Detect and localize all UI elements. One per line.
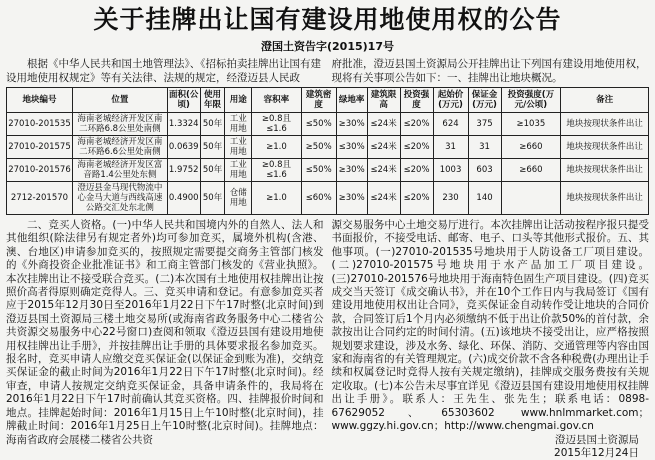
table-cell xyxy=(501,182,561,215)
table-cell: 140 xyxy=(468,182,501,215)
table-header-cell: 容积率 xyxy=(252,88,301,113)
body-left-column xyxy=(6,219,324,460)
table-cell: ≥30% xyxy=(336,113,367,136)
table-header-cell: 保证金(万元) xyxy=(468,88,501,113)
intro-section xyxy=(6,57,649,85)
table-cell: 工业用地 xyxy=(225,113,252,136)
table-cell: 0.0639 xyxy=(167,136,200,159)
table-cell: 31 xyxy=(468,136,501,159)
table-cell: 624 xyxy=(433,113,468,136)
table-cell: 27010-201576 xyxy=(7,159,73,182)
table-cell: 澄迈县金马现代物流中心金马大道与西线高速公路交汇处东北侧 xyxy=(72,182,167,215)
body-right-text: 源交易服务中心土地交易厅进行。本次挂牌出让活动按程序报只提受书面报价，不接受电话、邮寄、电子、口头等其他形式报价。五、其他事项。(一)27010-201535号地块用于人防设备工厂项目建设。(二)27010-201575号地块用于水产品加工厂项目建设。(三)27010-201576号地块用于海南特色固生产项目建设。(四)竞买成交当天签订《成交确认书》，并在10个工作日内与我局签订《国有建设用地使用权出让合同》，竞买保证金自动转作受让地块的合同价款，合同签订后1个月内必须缴纳不低于出让价款50%的首付款，余款按出让合同约定的时间付清。(五)该地块不接受出让，应严格按照规划要求建设，涉及水务、绿化、环保、消防、交通管理等内容由国家和海南省的有关管理规定。(六)成交价款不含各种税费(办理出让手续和权属登记时竞得人按有关规定缴纳)，挂牌成交服务费按有关规定收取。(七)本公告未尽事宜详见《澄迈县国有建设用地使用权挂牌出让手册》。联系人：王先生、张先生；联系电话：0898-67629052、65303602 www.hnlmmarket.com；www.ggzy.hi.gov.cn；http://www.chengmai.gov.cn xyxy=(331,219,649,433)
body-left-text: 二、竞买人资格。(一)中华人民共和国境内外的自然人、法人和其他组织(除法律另有规定者外)均可参加竞买，属境外机构(含港、澳、台地区)申请参加竞买的，按照规定需要提交商务主管部门核发的《外商投资企业批准证书》和工商主管部门核发的《营业执照》。本次挂牌出让不接受联合竞买。(二)本次国有土地使用权挂牌出让按照价高者得原则确定竞得人。三、竞买申请和登记。有意参加竞买者应于2015年12月30日至2016年1月22日下午17时整(北京时间)到澄迈县国土资源局三楼土地交易所(或海南省政务服务中心二楼省公共资源交易服务中心22号窗口)查阅和领取《澄迈县国有建设用地使用权挂牌出让手册》，并按挂牌出让手册的具体要求报名参加竞买。报名时，竞买申请人应缴交竞买保证金(以保证金到账为准)，交纳竞买保证金的截止时间为2016年1月22日下午17时整(北京时间)。经审查，申请人按规定交纳竞买保证金，具备申请条件的，我局将在2016年1月22日下午17时前确认其竞买资格。四、挂牌报价时间和地点。挂牌起始时间：2016年1月15日上午10时整(北京时间)，挂牌截止时间：2016年1月25日上午10时整(北京时间)。挂牌地点：海南省政府会展楼二楼省公共资 xyxy=(6,219,324,446)
table-header-cell: 用途 xyxy=(225,88,252,113)
table-cell: 地块按现状条件出让 xyxy=(561,113,649,136)
table-header-cell: 建筑限高 xyxy=(367,88,400,113)
table-cell: 地块按现状条件出让 xyxy=(561,159,649,182)
table-cell: ≥30% xyxy=(336,182,367,215)
table-cell: 海南老城经济开发区南二环路6.6公里处南侧 xyxy=(72,136,167,159)
table-row xyxy=(7,113,649,136)
table-cell: 27010-201535 xyxy=(7,113,73,136)
table-cell: ≥660 xyxy=(501,136,561,159)
table-header-cell: 投资强度 xyxy=(400,88,433,113)
table-header-cell: 绿地率 xyxy=(336,88,367,113)
table-cell: ≥0.8且≤1.6 xyxy=(252,159,301,182)
table-cell: 工业用地 xyxy=(225,136,252,159)
table-header-cell: 使用年限 xyxy=(200,88,225,113)
table-cell: ≥1.0 xyxy=(252,136,301,159)
table-cell: ≤50% xyxy=(301,113,336,136)
table-cell: ≤20% xyxy=(400,136,433,159)
table-cell: 1.3324 xyxy=(167,113,200,136)
table-cell: 50年 xyxy=(200,136,225,159)
table-header-row xyxy=(7,88,649,113)
notice-title: 关于挂牌出让国有建设用地使用权的公告 xyxy=(93,5,562,34)
table-row xyxy=(7,159,649,182)
intro-right-text: 府批准，澄迈县国土资源局公开挂牌出让下列国有建设用地使用权，现将有关事项公告如下：一、挂牌出让地块概况。 xyxy=(331,58,647,84)
table-header-cell: 位置 xyxy=(72,88,167,113)
table-header-cell: 面积(公顷) xyxy=(167,88,200,113)
table-cell: 1.9752 xyxy=(167,159,200,182)
table-cell: 31 xyxy=(433,136,468,159)
table-cell: ≥50% xyxy=(301,136,336,159)
table-header-cell: 起始价(万元) xyxy=(433,88,468,113)
table-cell: 海南老城经济开发区富音路1.4公里处东侧 xyxy=(72,159,167,182)
table-cell: ≤50% xyxy=(301,159,336,182)
table-cell: ≥1.0 xyxy=(252,182,301,215)
table-cell: 1003 xyxy=(433,159,468,182)
signature-date: 2015年12月24日 xyxy=(554,446,639,459)
table-row xyxy=(7,136,649,159)
table-cell: 375 xyxy=(468,113,501,136)
table-cell: 2712-201570 xyxy=(7,182,73,215)
table-cell: ≤24米 xyxy=(367,136,400,159)
body-right-column xyxy=(332,219,650,460)
table-cell: ≤24米 xyxy=(367,182,400,215)
table-header-cell: 建筑密度 xyxy=(301,88,336,113)
table-header-cell: 投资强度(万元/公顷) xyxy=(501,88,561,113)
table-cell: 地块按现状条件出让 xyxy=(561,182,649,215)
table-cell: 0.4900 xyxy=(167,182,200,215)
table-cell: 50年 xyxy=(200,182,225,215)
table-cell: 50年 xyxy=(200,113,225,136)
table-cell: ≤60% xyxy=(301,182,336,215)
table-cell: 230 xyxy=(433,182,468,215)
table-cell: ≥0.8且≤1.6 xyxy=(252,113,301,136)
table-cell: ≥660 xyxy=(501,159,561,182)
table-cell: 603 xyxy=(468,159,501,182)
document-number: 澄国土资告字(2015)17号 xyxy=(261,40,394,53)
table-cell: 仓储用地 xyxy=(225,182,252,215)
intro-left-column xyxy=(6,57,324,85)
table-cell: ≤24米 xyxy=(367,159,400,182)
table-cell: 27010-201575 xyxy=(7,136,73,159)
table-cell: 50年 xyxy=(200,159,225,182)
table-cell: ≥30% xyxy=(336,159,367,182)
table-header-cell: 地块编号 xyxy=(7,88,73,113)
table-cell: 海南老城经济开发区南二环路6.8公里处南侧 xyxy=(72,113,167,136)
intro-left-text: 根据《中华人民共和国土地管理法》、《招标拍卖挂牌出让国有建设用地使用权规定》等有关法律、法规的规定，经澄迈县人民政 xyxy=(6,58,321,84)
table-cell: ≤24米 xyxy=(367,113,400,136)
table-cell: 地块按现状条件出让 xyxy=(561,136,649,159)
table-cell: ≤20% xyxy=(400,159,433,182)
body-section xyxy=(6,219,649,460)
table-cell: ≥1035 xyxy=(501,113,561,136)
parcel-table xyxy=(6,87,649,215)
signature-org: 澄迈县国土资源局 xyxy=(555,433,639,446)
table-header-cell: 备注 xyxy=(561,88,649,113)
table-cell: ≤20% xyxy=(400,113,433,136)
table-row xyxy=(7,182,649,215)
intro-right-column xyxy=(332,57,650,85)
table-cell: 工业用地 xyxy=(225,159,252,182)
table-cell: ≤30% xyxy=(336,136,367,159)
table-cell: ≤20% xyxy=(400,182,433,215)
